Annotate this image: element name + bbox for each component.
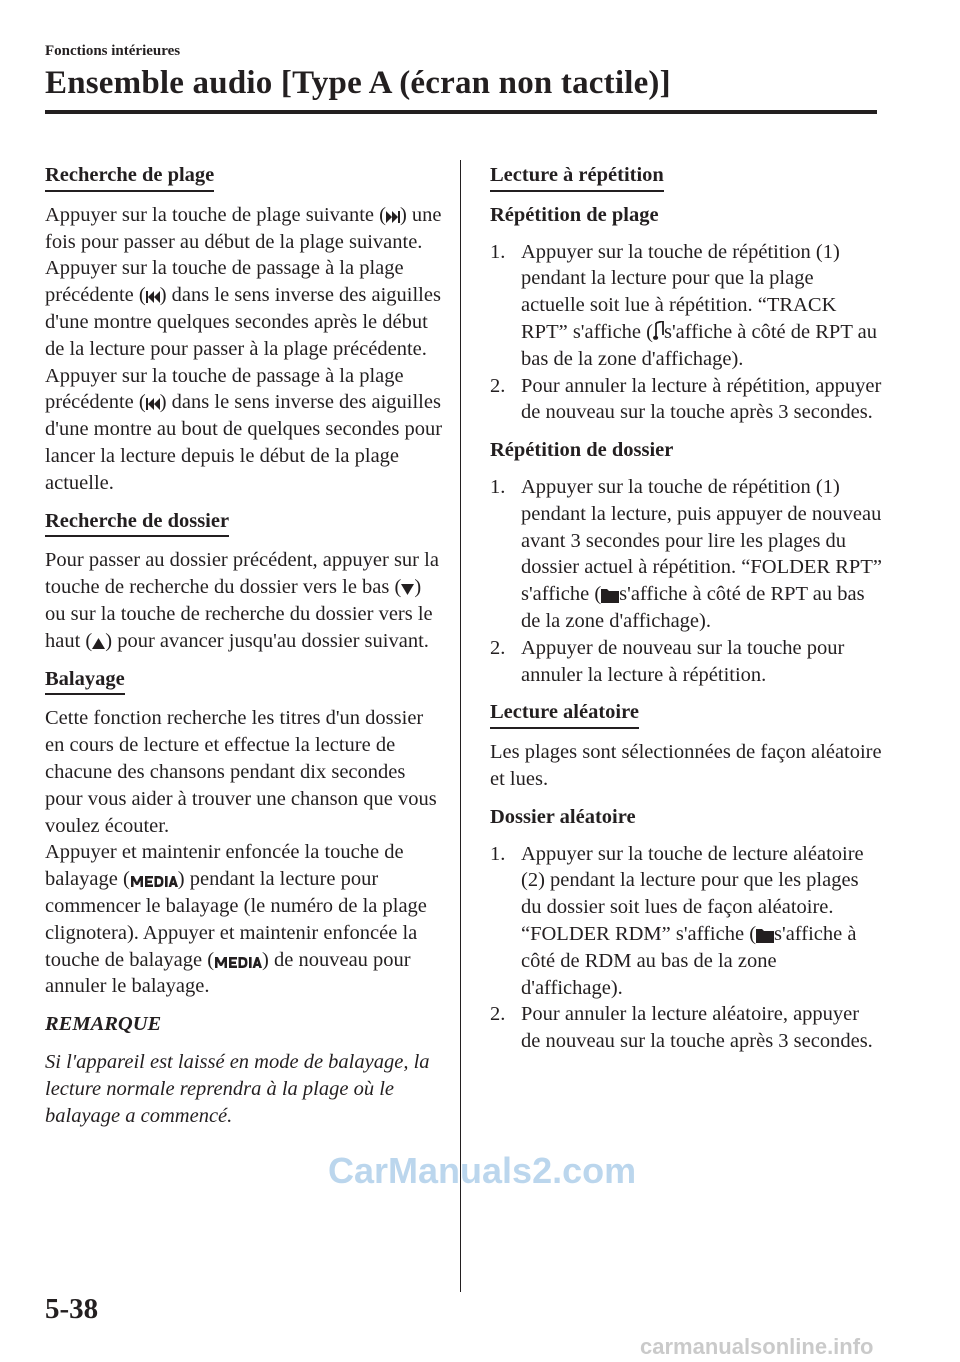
paragraph-next-track: Appuyer sur la touche de plage suivante ( ) une fois pour passer au début de la plage suivante.: [45, 203, 442, 253]
note-title: REMARQUE: [45, 1013, 162, 1036]
section-title-folder-search: Recherche de dossier: [45, 508, 229, 538]
folder-random-steps: [490, 841, 882, 1055]
list-item: 2. Pour annuler la lecture aléatoire, appuyer de nouveau sur la touche après 3 secondes.: [490, 1003, 873, 1053]
track-prev-icon: [146, 397, 160, 411]
paragraph-folder-search: Pour passer au dossier précédent, appuyer sur la touche de recherche du dossier vers le bas ( ) ou sur la touche de recherche du dossier vers le haut ( ) pour avancer jusqu'au dossier suivant.: [45, 549, 439, 652]
header-section: Fonctions intérieures: [45, 43, 181, 59]
section-title-random: Lecture aléatoire: [490, 699, 639, 729]
music-note-icon: [653, 321, 664, 341]
list-item: 1. Appuyer sur la touche de lecture aléatoire (2) pendant la lecture pour que les plages du dossier soit lues de façon aléatoire. “FOLDER RDM” s'affiche ( s'affiche à côté de RDM au bas de la zone d'affichage).: [490, 842, 864, 999]
folder-icon: [756, 927, 774, 943]
folder-repeat-steps: [490, 474, 882, 688]
paragraph-prev-track-1: Appuyer sur la touche de passage à la plage précédente ( ) dans le sens inverse des aiguilles d'une montre quelques secondes après le début de la lecture pour passer à la plage précédente.: [45, 257, 441, 360]
paragraph-prev-track-2: Appuyer sur la touche de passage à la plage précédente ( ) dans le sens inverse des aiguilles d'une montre au bout de quelques secondes pour lancer la lecture depuis le début de la plage actuelle.: [45, 364, 443, 494]
paragraph-scan-usage: Appuyer et maintenir enfoncée la touche de balayage ( ) pendant la lecture pour commencer le balayage (le numéro de la plage clignotera). Appuyer et maintenir enfoncée la touche de balayage ( ) de nouveau pour annuler le balayage.: [45, 841, 427, 998]
media-button-icon: [214, 955, 262, 969]
column-divider: [460, 160, 461, 1292]
list-item: 1. Appuyer sur la touche de répétition (1) pendant la lecture pour que la plage actuelle soit lue à répétition. “TRACK RPT” s'affiche ( s'affiche à côté de RPT au bas de la zone d'affichage).: [490, 240, 877, 370]
section-title-scan: Balayage: [45, 666, 125, 696]
folder-down-icon: [401, 583, 414, 596]
track-next-icon: [386, 210, 400, 224]
track-repeat-steps: [490, 239, 882, 427]
paragraph-scan-intro: Cette fonction recherche les titres d'un dossier en cours de lecture et effectue la lecture de chacune des chansons pendant dix secondes pour vous aider à trouver une chanson que vous voulez écouter.: [45, 707, 437, 837]
paragraph-random-intro: Les plages sont sélectionnées de façon aléatoire et lues.: [490, 741, 882, 790]
section-title-repeat: Lecture à répétition: [490, 162, 664, 192]
page-number: 5-38: [45, 1293, 99, 1325]
subtitle-folder-random: Dossier aléatoire: [490, 805, 636, 828]
subtitle-folder-repeat: Répétition de dossier: [490, 439, 674, 462]
right-column: [490, 162, 882, 1066]
header-rule: [45, 110, 877, 114]
media-button-icon: [130, 874, 178, 888]
folder-up-icon: [92, 637, 105, 650]
section-title-track-search: Recherche de plage: [45, 162, 214, 192]
watermark-bottom: carmanualsonline.info: [640, 1334, 874, 1359]
list-item: 2. Pour annuler la lecture à répétition, appuyer de nouveau sur la touche après 3 secondes.: [490, 374, 882, 424]
note-text: Si l'appareil est laissé en mode de balayage, la lecture normale reprendra à la plage où le balayage a commencé.: [45, 1050, 430, 1127]
watermark-center: CarManuals2.com: [328, 1150, 637, 1191]
list-item: 1. Appuyer sur la touche de répétition (1) pendant la lecture, puis appuyer de nouveau avant 3 secondes pour lire les plages du dossier actuel à répétition. “FOLDER RPT” s'affiche ( s'affiche à côté de RPT au bas de la zone d'affichage).: [490, 475, 882, 632]
page-title: Ensemble audio [Type A (écran non tactile)]: [45, 65, 671, 101]
left-column: [45, 162, 445, 1140]
folder-icon: [601, 587, 619, 603]
track-prev-icon: [146, 290, 160, 304]
list-item: 2. Appuyer de nouveau sur la touche pour annuler la lecture à répétition.: [490, 636, 845, 686]
subtitle-track-repeat: Répétition de plage: [490, 203, 659, 226]
